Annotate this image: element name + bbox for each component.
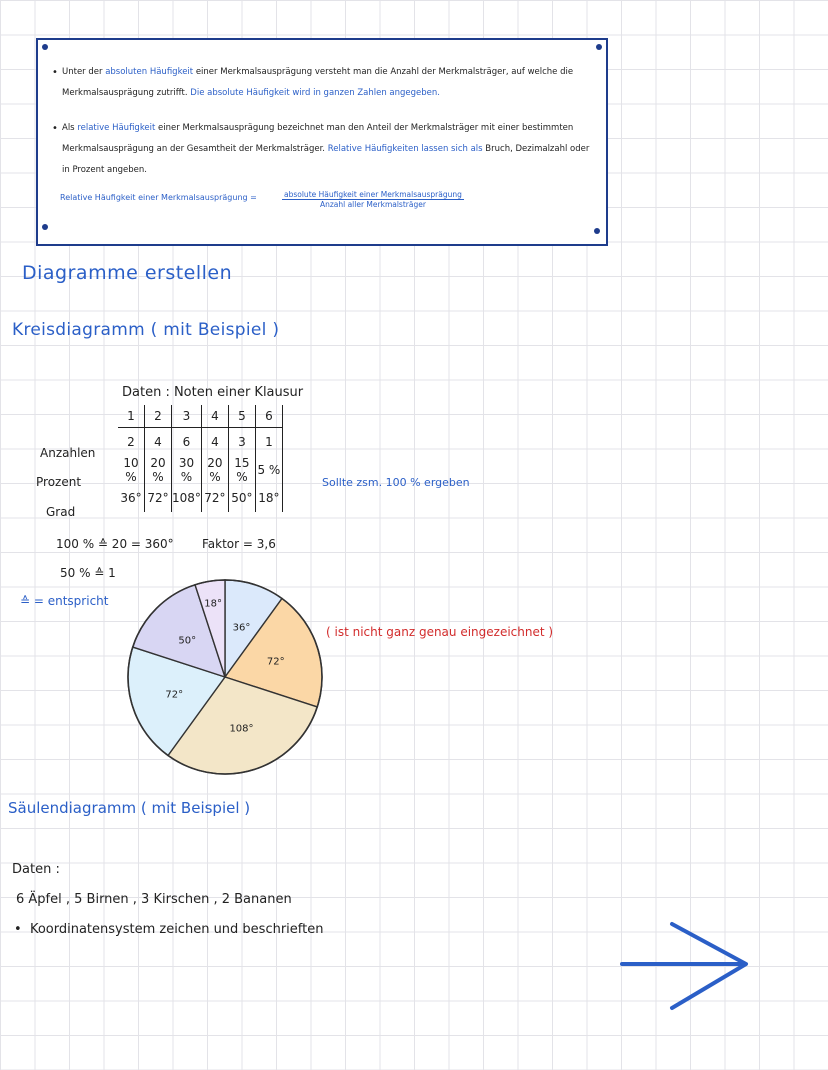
- heading-kreisdiagramm: Kreisdiagramm ( mit Beispiel ): [12, 320, 280, 340]
- heading-saulendiagramm: Säulendiagramm ( mit Beispiel ): [8, 799, 251, 817]
- pie-label: 72°: [266, 656, 285, 668]
- pie-label: 108°: [229, 723, 254, 735]
- calc-line2: 50 % ≙ 1: [60, 566, 116, 580]
- pie-note: ( ist nicht ganz genau eingezeichnet ): [326, 625, 554, 639]
- legend-entspricht: ≙ = entspricht: [20, 594, 109, 608]
- grade-header: 3: [172, 405, 202, 428]
- anzahl-cell: 4: [145, 428, 172, 457]
- grades-table: [118, 405, 283, 512]
- grad-cell: 108°: [172, 484, 202, 512]
- daten-list: 6 Äpfel , 5 Birnen , 3 Kirschen , 2 Bananen: [16, 892, 292, 907]
- pie-label: 72°: [165, 689, 184, 701]
- grad-cell: 36°: [120, 491, 142, 505]
- row-label-grad: Grad: [46, 505, 76, 519]
- grad-cell: 72°: [145, 484, 172, 512]
- corner-dot: [596, 44, 602, 50]
- absolute-note: Die absolute Häufigkeit wird in ganzen Zahlen angegeben.: [190, 88, 440, 98]
- grade-header: 2: [145, 405, 172, 428]
- pie-label: 18°: [204, 598, 223, 610]
- table-caption: Daten : Noten einer Klausur: [122, 385, 304, 400]
- term-relative: relative Häufigkeit: [77, 123, 156, 133]
- prozent-cell: 15 %: [228, 456, 255, 484]
- anzahl-cell: 6: [172, 428, 202, 457]
- absolute-definition: • Unter der absoluten Häufigkeit einer Merkmalsausprägung versteht man die Anzahl der Merkmalsträger, auf welche die Merkmalsausprägung zutrifft. Die absolute Häufigkeit wird in ganzen Zahlen angegeben.: [62, 62, 592, 104]
- prozent-cell: 10 %: [123, 456, 139, 484]
- calc-line1: 100 % ≙ 20 = 360°: [56, 537, 174, 551]
- prozent-cell: 30 %: [172, 456, 202, 484]
- arrow-right-icon: [618, 918, 754, 1014]
- formula-fraction: [282, 190, 464, 209]
- corner-dot: [594, 228, 600, 234]
- prozent-cell: 5 %: [255, 456, 282, 484]
- grade-header: 4: [201, 405, 228, 428]
- prozent-cell: 20 %: [201, 456, 228, 484]
- definition-box: [36, 38, 608, 246]
- calc-faktor: Faktor = 3,6: [202, 537, 276, 551]
- bullet: •: [52, 67, 58, 78]
- prozent-cell: 20 %: [145, 456, 172, 484]
- relative-note: Relative Häufigkeiten lassen sich als: [327, 144, 483, 154]
- bullet: •: [52, 123, 58, 134]
- row-label-prozent: Prozent: [36, 475, 82, 489]
- pie-chart: [120, 572, 330, 782]
- term-absolute: absoluten Häufigkeit: [105, 67, 194, 77]
- anzahl-cell: 4: [201, 428, 228, 457]
- daten-label: Daten :: [12, 862, 60, 877]
- corner-dot: [42, 44, 48, 50]
- sum-note: Sollte zsm. 100 % ergeben: [322, 476, 470, 489]
- row-label-anzahlen: Anzahlen: [40, 446, 96, 460]
- bullet: •: [14, 922, 30, 937]
- grade-header: 6: [255, 405, 282, 428]
- step-item: [14, 922, 323, 937]
- anzahl-cell: 2: [127, 435, 135, 449]
- pie-label: 36°: [232, 622, 251, 634]
- formula-left: Relative Häufigkeit einer Merkmalsausprägung =: [60, 193, 257, 202]
- grad-cell: 72°: [201, 484, 228, 512]
- formula-denominator: Anzahl aller Merkmalsträger: [319, 200, 426, 209]
- formula-numerator: absolute Häufigkeit einer Merkmalsausprägung: [284, 190, 462, 199]
- grade-header: 1: [118, 405, 145, 428]
- corner-dot: [42, 224, 48, 230]
- step-text: Koordinatensystem zeichen und beschrieften: [29, 922, 324, 937]
- anzahl-cell: 3: [228, 428, 255, 457]
- heading-diagramme: Diagramme erstellen: [22, 262, 233, 284]
- anzahl-cell: 1: [255, 428, 282, 457]
- pie-label: 50°: [178, 635, 197, 647]
- relative-definition: • Als relative Häufigkeit einer Merkmalsausprägung bezeichnet man den Anteil der Merkmalsträger mit einer bestimmten Merkmalsausprägung an der Gesamtheit der Merkmalsträger. Relative Häufigkeiten lassen sich als Bruch, Dezimalzahl oder in Prozent angeben.: [62, 118, 594, 181]
- grad-cell: 18°: [255, 484, 282, 512]
- grade-header: 5: [228, 405, 255, 428]
- grad-cell: 50°: [228, 484, 255, 512]
